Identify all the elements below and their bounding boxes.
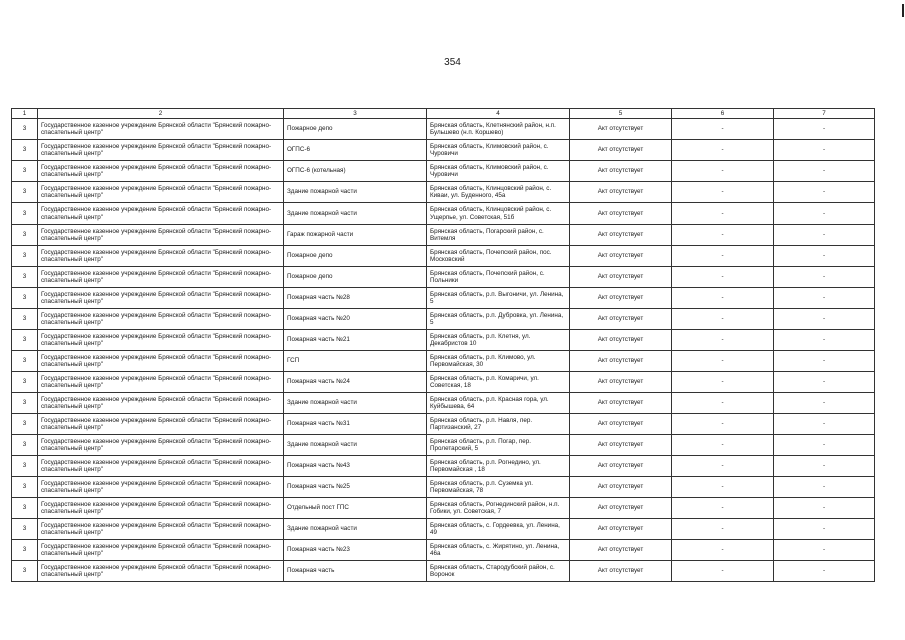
cell-act-status: Акт отсутствует	[570, 330, 672, 351]
cell-row-number: 3	[12, 267, 38, 288]
cell-row-number: 3	[12, 414, 38, 435]
cell-row-number: 3	[12, 119, 38, 140]
cell-column-7: -	[774, 161, 875, 182]
cell-address: Брянская область, Почепский район, с. Польники	[427, 267, 570, 288]
table-row	[12, 414, 875, 435]
cell-act-status: Акт отсутствует	[570, 351, 672, 372]
table-row	[12, 119, 875, 140]
cell-row-number: 3	[12, 140, 38, 161]
cell-address: Брянская область, р.п. Дубровка, ул. Ленина, 5	[427, 309, 570, 330]
cell-act-status: Акт отсутствует	[570, 435, 672, 456]
cell-column-7: -	[774, 477, 875, 498]
cell-organization: Государственное казенное учреждение Брянской области "Брянский пожарно-спасательный центр"	[38, 225, 284, 246]
cell-row-number: 3	[12, 330, 38, 351]
cell-act-status: Акт отсутствует	[570, 414, 672, 435]
cell-column-6: -	[672, 288, 774, 309]
cell-column-6: -	[672, 393, 774, 414]
cell-act-status: Акт отсутствует	[570, 393, 672, 414]
cell-act-status: Акт отсутствует	[570, 540, 672, 561]
cell-object-name: Здание пожарной части	[284, 435, 427, 456]
cell-column-7: -	[774, 456, 875, 477]
cell-object-name: Пожарное депо	[284, 246, 427, 267]
column-header: 2	[38, 109, 284, 119]
cell-row-number: 3	[12, 435, 38, 456]
cell-column-7: -	[774, 414, 875, 435]
table-row	[12, 477, 875, 498]
table-row	[12, 330, 875, 351]
cell-column-6: -	[672, 435, 774, 456]
cell-act-status: Акт отсутствует	[570, 288, 672, 309]
table-row	[12, 288, 875, 309]
cell-act-status: Акт отсутствует	[570, 203, 672, 225]
table-row	[12, 161, 875, 182]
column-header: 7	[774, 109, 875, 119]
cell-address: Брянская область, р.п. Клетня, ул. Декабристов 10	[427, 330, 570, 351]
cell-act-status: Акт отсутствует	[570, 498, 672, 519]
cell-organization: Государственное казенное учреждение Брянской области "Брянский пожарно-спасательный центр"	[38, 540, 284, 561]
cell-row-number: 3	[12, 351, 38, 372]
table-row	[12, 372, 875, 393]
cell-object-name: Пожарная часть №24	[284, 372, 427, 393]
cell-row-number: 3	[12, 161, 38, 182]
cell-object-name: Пожарное депо	[284, 267, 427, 288]
cell-object-name: Здание пожарной части	[284, 203, 427, 225]
cell-row-number: 3	[12, 561, 38, 582]
cell-column-6: -	[672, 182, 774, 203]
page-number: 354	[444, 57, 461, 68]
cell-object-name: Пожарная часть №21	[284, 330, 427, 351]
cell-object-name: Пожарная часть №20	[284, 309, 427, 330]
table-row	[12, 519, 875, 540]
cell-column-7: -	[774, 182, 875, 203]
cell-column-6: -	[672, 540, 774, 561]
table-body	[12, 119, 875, 582]
cell-address: Брянская область, р.п. Выгоничи, ул. Ленина, 5	[427, 288, 570, 309]
table-row	[12, 561, 875, 582]
cell-object-name: Пожарное депо	[284, 119, 427, 140]
cell-act-status: Акт отсутствует	[570, 561, 672, 582]
cell-organization: Государственное казенное учреждение Брянской области "Брянский пожарно-спасательный центр"	[38, 119, 284, 140]
cell-row-number: 3	[12, 225, 38, 246]
cell-organization: Государственное казенное учреждение Брянской области "Брянский пожарно-спасательный центр"	[38, 203, 284, 225]
cell-object-name: Здание пожарной части	[284, 393, 427, 414]
cell-column-7: -	[774, 203, 875, 225]
cell-act-status: Акт отсутствует	[570, 267, 672, 288]
cell-organization: Государственное казенное учреждение Брянской области "Брянский пожарно-спасательный центр"	[38, 182, 284, 203]
cell-act-status: Акт отсутствует	[570, 477, 672, 498]
cell-object-name: Пожарная часть №31	[284, 414, 427, 435]
cell-address: Брянская область, р.п. Погар, пер. Пролетарский, 5	[427, 435, 570, 456]
cell-organization: Государственное казенное учреждение Брянской области "Брянский пожарно-спасательный центр"	[38, 288, 284, 309]
cell-address: Брянская область, Клинцовский район, с. Ущерпье, ул. Советская, 51б	[427, 203, 570, 225]
cell-column-6: -	[672, 140, 774, 161]
cell-column-6: -	[672, 330, 774, 351]
cell-organization: Государственное казенное учреждение Брянской области "Брянский пожарно-спасательный центр"	[38, 351, 284, 372]
cell-address: Брянская область, р.п. Навля, пер. Партизанский, 27	[427, 414, 570, 435]
cell-column-6: -	[672, 498, 774, 519]
cell-column-6: -	[672, 267, 774, 288]
table-row	[12, 267, 875, 288]
column-header: 5	[570, 109, 672, 119]
cell-object-name: Пожарная часть №28	[284, 288, 427, 309]
cell-row-number: 3	[12, 203, 38, 225]
cell-column-7: -	[774, 309, 875, 330]
table-row	[12, 540, 875, 561]
cell-object-name: Пожарная часть №23	[284, 540, 427, 561]
table-row	[12, 246, 875, 267]
cell-address: Брянская область, Клинцовский район, с. Киваи, ул. Буденного, 45а	[427, 182, 570, 203]
cell-column-7: -	[774, 330, 875, 351]
cell-column-7: -	[774, 119, 875, 140]
cell-address: Брянская область, с. Жирятино, ул. Ленина, 46а	[427, 540, 570, 561]
cell-column-6: -	[672, 203, 774, 225]
cell-row-number: 3	[12, 498, 38, 519]
cell-organization: Государственное казенное учреждение Брянской области "Брянский пожарно-спасательный центр"	[38, 456, 284, 477]
cell-column-6: -	[672, 225, 774, 246]
cell-object-name: Гараж пожарной части	[284, 225, 427, 246]
column-header: 1	[12, 109, 38, 119]
cell-object-name: Здание пожарной части	[284, 182, 427, 203]
cell-organization: Государственное казенное учреждение Брянской области "Брянский пожарно-спасательный центр"	[38, 477, 284, 498]
registry-table	[11, 108, 875, 582]
column-header: 3	[284, 109, 427, 119]
cell-address: Брянская область, Стародубский район, с. Воронок	[427, 561, 570, 582]
cell-organization: Государственное казенное учреждение Брянской области "Брянский пожарно-спасательный центр"	[38, 519, 284, 540]
cell-address: Брянская область, с. Гордеевка, ул. Ленина, 49	[427, 519, 570, 540]
cell-organization: Государственное казенное учреждение Брянской области "Брянский пожарно-спасательный центр"	[38, 267, 284, 288]
cell-organization: Государственное казенное учреждение Брянской области "Брянский пожарно-спасательный центр"	[38, 246, 284, 267]
cell-object-name: ОГПС-6 (котельная)	[284, 161, 427, 182]
cell-row-number: 3	[12, 182, 38, 203]
cell-address: Брянская область, Климовский район, с. Чуровичи	[427, 140, 570, 161]
cell-organization: Государственное казенное учреждение Брянской области "Брянский пожарно-спасательный центр"	[38, 309, 284, 330]
table-row	[12, 435, 875, 456]
cell-column-7: -	[774, 267, 875, 288]
cell-act-status: Акт отсутствует	[570, 456, 672, 477]
cell-column-7: -	[774, 519, 875, 540]
cell-act-status: Акт отсутствует	[570, 309, 672, 330]
cell-column-7: -	[774, 561, 875, 582]
cell-row-number: 3	[12, 477, 38, 498]
cell-organization: Государственное казенное учреждение Брянской области "Брянский пожарно-спасательный центр"	[38, 435, 284, 456]
cell-address: Брянская область, р.п. Красная гора, ул. Куйбышева, 64	[427, 393, 570, 414]
table-row	[12, 182, 875, 203]
cell-row-number: 3	[12, 372, 38, 393]
cell-organization: Государственное казенное учреждение Брянской области "Брянский пожарно-спасательный центр"	[38, 161, 284, 182]
cell-column-7: -	[774, 140, 875, 161]
cell-act-status: Акт отсутствует	[570, 182, 672, 203]
cell-row-number: 3	[12, 309, 38, 330]
cell-organization: Государственное казенное учреждение Брянской области "Брянский пожарно-спасательный центр"	[38, 498, 284, 519]
cell-column-7: -	[774, 372, 875, 393]
cell-act-status: Акт отсутствует	[570, 225, 672, 246]
cell-row-number: 3	[12, 540, 38, 561]
cell-organization: Государственное казенное учреждение Брянской области "Брянский пожарно-спасательный центр"	[38, 561, 284, 582]
table-row	[12, 309, 875, 330]
cell-column-7: -	[774, 288, 875, 309]
cell-row-number: 3	[12, 456, 38, 477]
cell-column-6: -	[672, 246, 774, 267]
cell-column-7: -	[774, 435, 875, 456]
cell-row-number: 3	[12, 519, 38, 540]
cell-address: Брянская область, Почепский район, пос. Московский	[427, 246, 570, 267]
cell-object-name: ОГПС-6	[284, 140, 427, 161]
table-row	[12, 456, 875, 477]
cell-column-6: -	[672, 309, 774, 330]
cell-column-7: -	[774, 246, 875, 267]
cell-column-7: -	[774, 540, 875, 561]
column-header: 4	[427, 109, 570, 119]
cell-act-status: Акт отсутствует	[570, 140, 672, 161]
cell-organization: Государственное казенное учреждение Брянской области "Брянский пожарно-спасательный центр"	[38, 393, 284, 414]
column-header: 6	[672, 109, 774, 119]
cell-organization: Государственное казенное учреждение Брянской области "Брянский пожарно-спасательный центр"	[38, 414, 284, 435]
cell-address: Брянская область, р.п. Рогнедино, ул. Первомайская , 18	[427, 456, 570, 477]
edge-mark	[902, 4, 904, 17]
cell-object-name: Пожарная часть №43	[284, 456, 427, 477]
cell-column-6: -	[672, 372, 774, 393]
cell-row-number: 3	[12, 393, 38, 414]
cell-act-status: Акт отсутствует	[570, 372, 672, 393]
table-row	[12, 203, 875, 225]
cell-object-name: Пожарная часть №25	[284, 477, 427, 498]
cell-organization: Государственное казенное учреждение Брянской области "Брянский пожарно-спасательный центр"	[38, 372, 284, 393]
table-row	[12, 351, 875, 372]
cell-address: Брянская область, Погарский район, с. Витемля	[427, 225, 570, 246]
cell-act-status: Акт отсутствует	[570, 119, 672, 140]
cell-column-7: -	[774, 351, 875, 372]
table-row	[12, 140, 875, 161]
cell-address: Брянская область, Рогнединский район, н.п. Гобики, ул. Советская, 7	[427, 498, 570, 519]
cell-address: Брянская область, р.п. Климово, ул. Первомайская, 30	[427, 351, 570, 372]
cell-object-name: Пожарная часть	[284, 561, 427, 582]
cell-act-status: Акт отсутствует	[570, 519, 672, 540]
table-row	[12, 393, 875, 414]
cell-object-name: ГСП	[284, 351, 427, 372]
table-row	[12, 498, 875, 519]
cell-column-6: -	[672, 414, 774, 435]
cell-address: Брянская область, р.п. Суземка ул. Первомайская, 78	[427, 477, 570, 498]
cell-object-name: Отдельный пост ГПС	[284, 498, 427, 519]
cell-column-6: -	[672, 351, 774, 372]
cell-act-status: Акт отсутствует	[570, 246, 672, 267]
cell-object-name: Здание пожарной части	[284, 519, 427, 540]
cell-column-7: -	[774, 225, 875, 246]
header-row	[12, 109, 875, 119]
cell-organization: Государственное казенное учреждение Брянской области "Брянский пожарно-спасательный центр"	[38, 140, 284, 161]
cell-column-6: -	[672, 456, 774, 477]
cell-column-7: -	[774, 393, 875, 414]
cell-row-number: 3	[12, 288, 38, 309]
cell-act-status: Акт отсутствует	[570, 161, 672, 182]
cell-column-6: -	[672, 161, 774, 182]
cell-address: Брянская область, Климовский район, с. Чуровичи	[427, 161, 570, 182]
cell-column-6: -	[672, 561, 774, 582]
cell-address: Брянская область, Клетнянский район, н.п. Бульшево (н.п. Коршево)	[427, 119, 570, 140]
table-row	[12, 225, 875, 246]
cell-organization: Государственное казенное учреждение Брянской области "Брянский пожарно-спасательный центр"	[38, 330, 284, 351]
cell-column-6: -	[672, 119, 774, 140]
cell-column-6: -	[672, 519, 774, 540]
cell-address: Брянская область, р.п. Комаричи, ул. Советская, 18	[427, 372, 570, 393]
cell-row-number: 3	[12, 246, 38, 267]
cell-column-6: -	[672, 477, 774, 498]
cell-column-7: -	[774, 498, 875, 519]
